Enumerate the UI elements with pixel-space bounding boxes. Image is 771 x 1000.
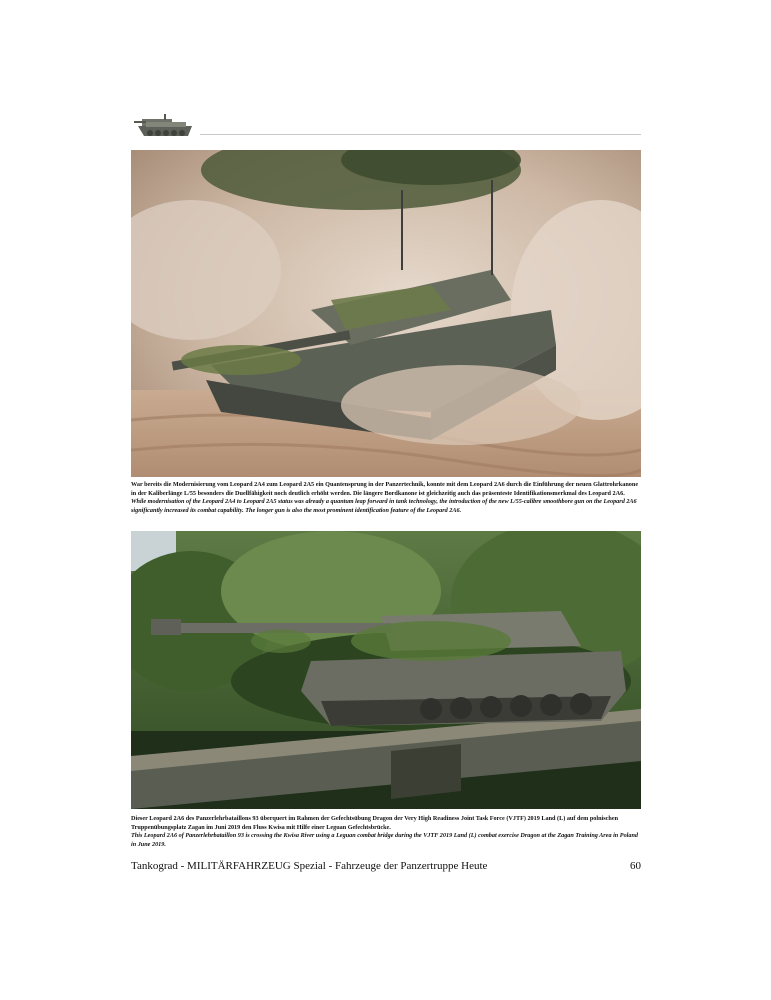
caption-english: While modernisation of the Leopard 2A4 to Leopard 2A5 status was already a quantum leap forward in tank technology, the introduction of the new L/55-calibre smoothbore gun on the Leopard 2A6 significantly increased its combat capability. The longer gun is also the most prominent identification feature of the Leopard 2A6. [131, 498, 637, 514]
photo-tank-on-bridge [131, 531, 641, 809]
caption-german: Dieser Leopard 2A6 des Panzerlehrbataillons 93 überquert im Rahmen der Gefechtsübung Dragon der Very High Readiness Joint Task Force (VJTF) 2019 Land (L) auf dem polnischen Truppenübungsplatz Zagan im Juni 2019 den Fluss Kwisa mit Hilfe einer Leguan Gefechtsbrücke. [131, 815, 619, 831]
caption-english: This Leopard 2A6 of Panzerlehrbataillon 93 is crossing the Kwisa River using a Leguan combat bridge during the VJTF 2019 Land (L) combat exercise Dragon at the Zagan Training Area in Poland in June 2019. [131, 832, 639, 848]
caption-german: War bereits die Modernisierung vom Leopard 2A4 zum Leopard 2A5 ein Quantensprung in der Panzertechnik, konnte mit dem Leopard 2A6 durch die Einführung der neuen Glattrohrkanone in der Kaliberlänge L/55 besonders die Duellfähigkeit noch deutlich erhöht werden. Die längere Bordkanone ist gleichzeitig auch das präsenteste Identifikationsmerkmal des Leopard 2A6. [131, 481, 639, 497]
page-number: 60 [630, 860, 641, 872]
caption-photo-1 [131, 481, 643, 515]
photo-tank-in-dust [131, 150, 641, 477]
footer-publication-title: Tankograd - MILITÄRFAHRZEUG Spezial - Fahrzeuge der Panzertruppe Heute [131, 860, 488, 872]
tank-silhouette-icon [134, 110, 196, 140]
header-rule [200, 134, 641, 135]
caption-photo-2 [131, 815, 643, 849]
